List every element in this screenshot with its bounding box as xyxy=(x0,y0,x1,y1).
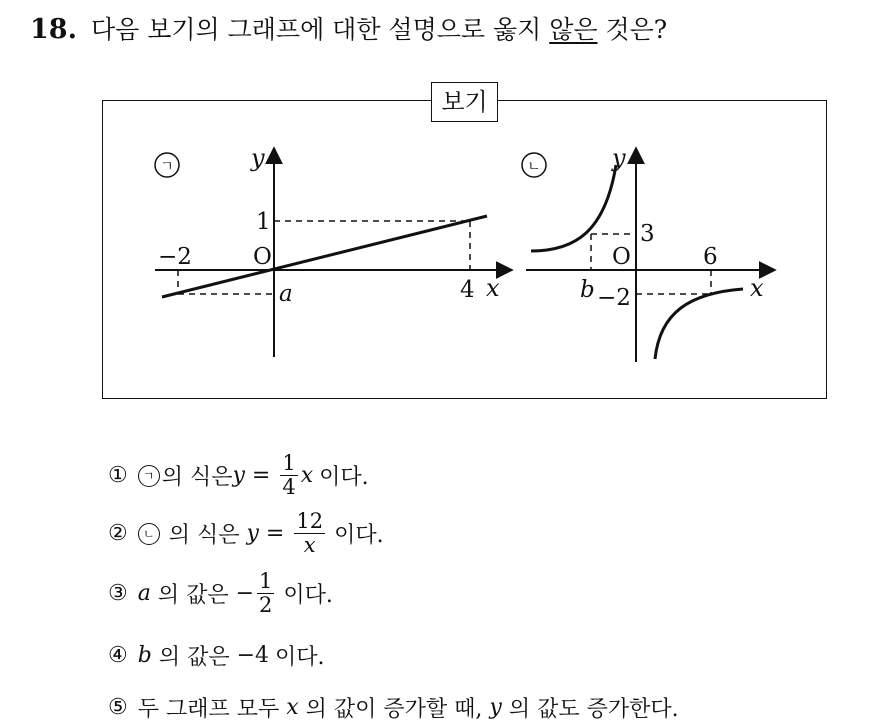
choice-3-var: a xyxy=(137,581,151,606)
question-emphasis: 않은 xyxy=(549,15,598,44)
graph1-tick-neg2: −2 xyxy=(158,244,192,270)
choice-4-post: 이다. xyxy=(275,645,325,670)
example-box-label: 보기 xyxy=(431,82,498,122)
graph2-y-label: y xyxy=(612,144,626,172)
choice-2-marker: ㄴ xyxy=(138,523,160,545)
choice-3-fraction xyxy=(257,570,274,617)
choice-1-marker: ㄱ xyxy=(138,465,160,487)
graph2-tick-3: 3 xyxy=(640,221,655,247)
choice-1-var: y xyxy=(232,463,245,488)
choice-2-eq: = xyxy=(258,521,292,546)
question-stem: 다음 보기의 그래프에 대한 설명으로 옳지 xyxy=(90,15,550,44)
choice-5-t1: 두 그래프 모두 xyxy=(137,697,287,722)
graph2-tick-neg2: −2 xyxy=(597,285,631,311)
choice-1-post: 이다. xyxy=(319,465,369,490)
choice-3[interactable] xyxy=(108,570,333,617)
choice-2-post: 이다. xyxy=(334,523,384,548)
graph2-tick-6: 6 xyxy=(703,244,718,270)
question-number: 18. xyxy=(30,14,77,45)
graph1-line xyxy=(162,216,487,297)
choice-4-value: −4 xyxy=(236,643,270,668)
choice-4-pre: 의 값은 xyxy=(151,645,237,670)
choice-3-number: ③ xyxy=(108,581,128,606)
choice-2-den: x xyxy=(303,533,316,557)
choice-2-pre: 의 식은 xyxy=(161,523,247,548)
choice-5-v1: x xyxy=(286,695,299,720)
choice-4-var: b xyxy=(137,643,152,668)
choice-2-num: 12 xyxy=(296,509,324,533)
choice-2-fraction xyxy=(294,510,325,557)
graph1-origin: O xyxy=(253,244,272,270)
question-end: 것은? xyxy=(597,15,668,44)
choice-5-v2: y xyxy=(489,695,502,720)
choice-1-den: 4 xyxy=(282,475,296,499)
graph1-y-label: y xyxy=(251,144,265,172)
graph2-curve-right xyxy=(655,289,743,359)
graph1-tick-1: 1 xyxy=(256,209,271,235)
choice-2[interactable] xyxy=(108,510,384,557)
graph1-marker: ㄱ xyxy=(160,159,174,175)
choice-1-fraction xyxy=(280,452,297,499)
choice-5-t3: 의 값도 증가한다. xyxy=(501,697,679,722)
choice-1[interactable] xyxy=(108,452,369,499)
graph-inverse xyxy=(522,144,775,362)
choice-1-eq: = xyxy=(244,463,278,488)
graph1-tick-4: 4 xyxy=(460,277,475,303)
graph-linear xyxy=(155,144,512,357)
choice-5-t2: 의 값이 증가할 때, xyxy=(298,697,490,722)
choice-5[interactable] xyxy=(108,692,679,723)
graph2-curve-left xyxy=(531,165,616,251)
graph2-origin: O xyxy=(612,244,631,270)
choice-1-pre: 의 식은 xyxy=(161,465,233,490)
choice-4-number: ④ xyxy=(108,643,128,668)
choice-1-post-var: x xyxy=(300,463,314,488)
choice-3-sign: − xyxy=(235,581,255,606)
choice-3-den: 2 xyxy=(259,593,273,617)
choice-2-number: ② xyxy=(108,521,128,546)
choice-1-num: 1 xyxy=(282,451,296,475)
choice-3-post: 이다. xyxy=(283,583,333,608)
choice-4[interactable] xyxy=(108,640,325,671)
choice-3-num: 1 xyxy=(259,569,273,593)
graph2-marker: ㄴ xyxy=(527,159,541,175)
graph1-label-a: a xyxy=(279,281,293,307)
graph2-label-b: b xyxy=(580,277,595,303)
choice-3-pre: 의 값은 xyxy=(150,583,236,608)
choice-5-number: ⑤ xyxy=(108,695,128,720)
graph2-x-label: x xyxy=(750,274,764,302)
choice-1-number: ① xyxy=(108,463,128,488)
graph1-x-label: x xyxy=(486,274,500,302)
choice-2-var: y xyxy=(246,521,259,546)
